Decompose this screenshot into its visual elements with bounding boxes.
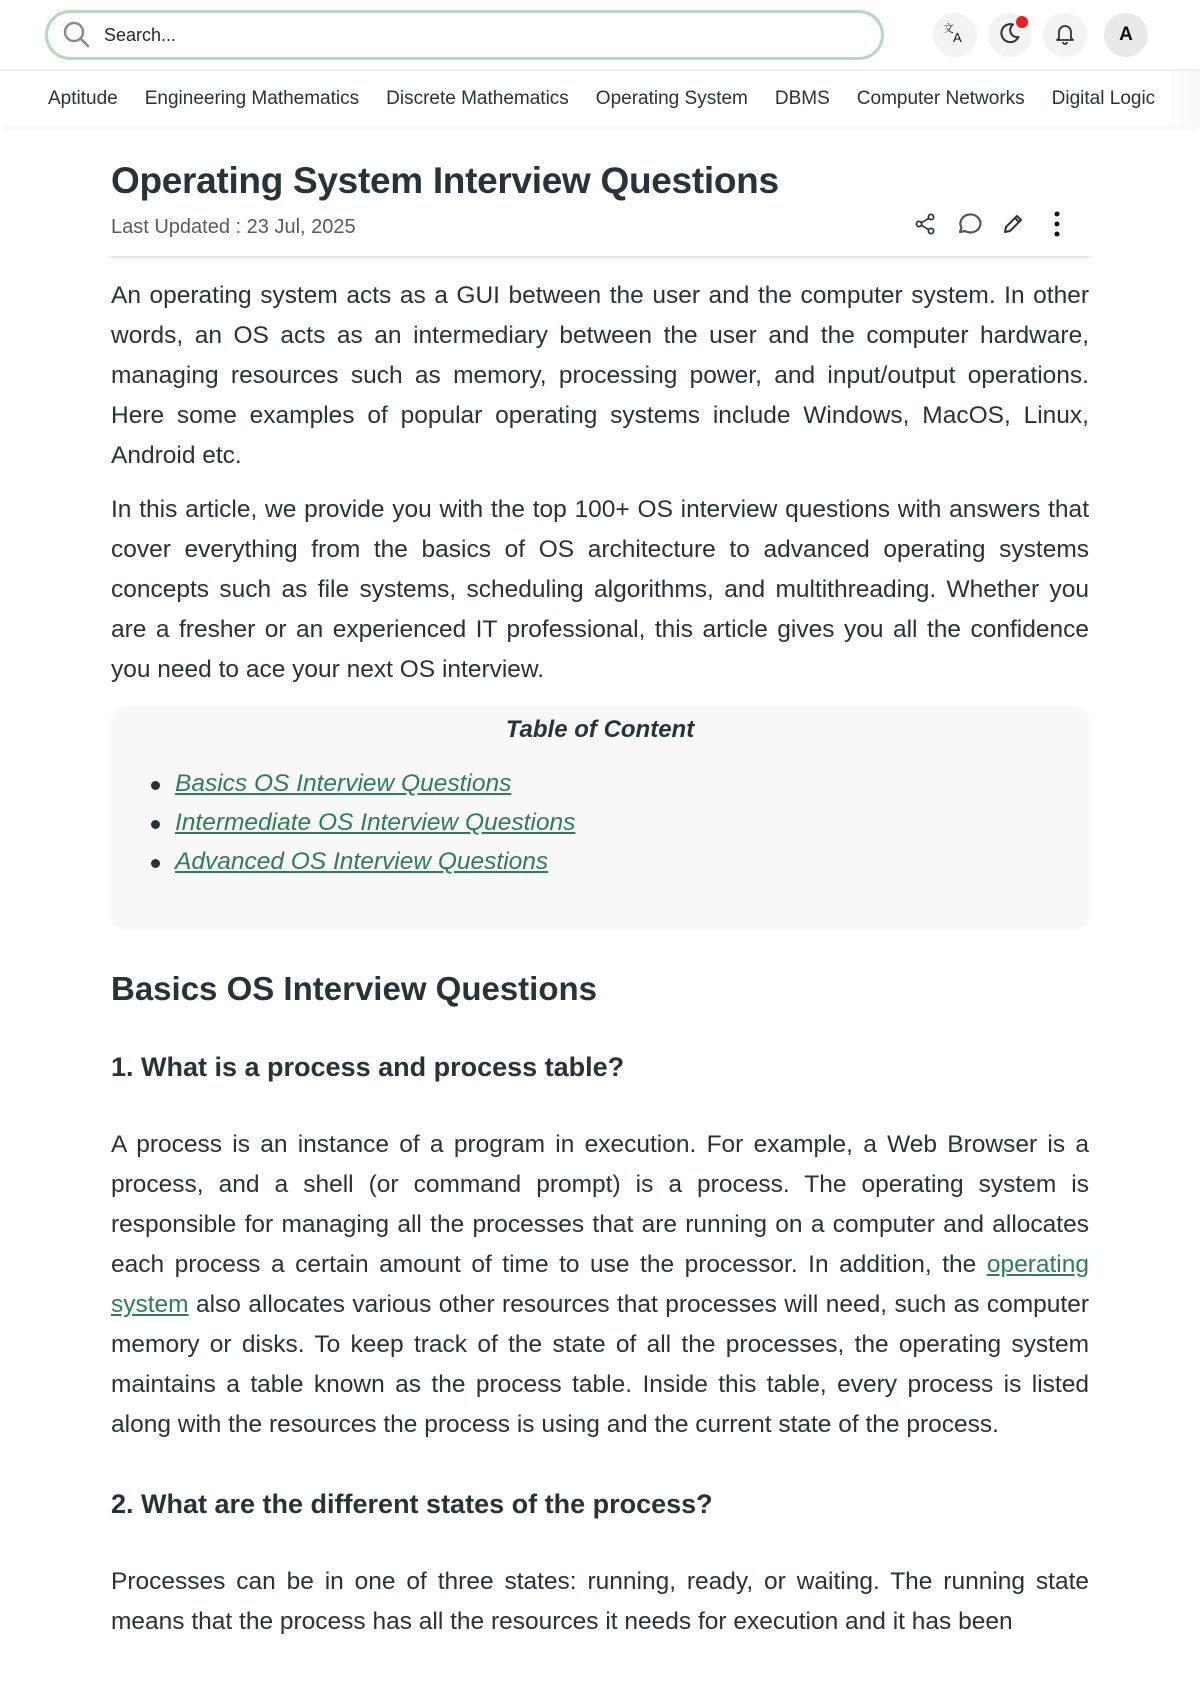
toc-list [151,764,575,881]
answer-paragraph-2: Processes can be in one of three states: running, ready, or waiting. The running state means that the process has all the resources it needs for execution and it has been [111,1568,1089,1635]
comment-icon[interactable] [955,210,983,238]
translate-icon [942,20,968,51]
operating-system-link[interactable]: operating system [111,1251,1089,1318]
question-heading-2: 2. What are the different states of the process? [111,1489,713,1519]
question-heading-1: 1. What is a process and process table? [111,1052,625,1082]
user-avatar[interactable] [1104,13,1148,57]
intro-paragraph-2: In this article, we provide you with the top 100+ OS interview questions with answers that cover everything from the basics of OS architecture to advanced operating systems concepts such as file systems, scheduling algorithms, and multithreading. Whether you are a fresher or an experienced IT professional, this article gives you all the confidence you need to ace your next OS interview. [111,496,1089,683]
edit-icon[interactable] [999,210,1027,238]
top-header [0,0,1200,71]
answer-text: A process is an instance of a program in execution. For example, a Web Browser is a process, and a shell (or command prompt) is a process. The operating system is responsible for managing all the processes that are running on a computer and allocates each process a certain amount of time to use the processor. In addition, the [111,1131,1089,1278]
page-title: Operating System Interview Questions [111,160,779,201]
article-actions [911,210,1071,238]
answer-text: also allocates various other resources that processes will need, such as computer memory or disks. To keep track of the state of all the processes, the operating system maintains a table known as the process table. Inside this table, every process is listed along with the resources the process is using and the current state of the process. [111,1291,1089,1438]
search-box[interactable] [45,10,884,60]
notifications-button[interactable] [1043,13,1087,57]
dark-mode-toggle[interactable] [988,13,1032,57]
translate-button[interactable] [933,13,977,57]
svg-text:文: 文 [943,21,954,35]
nav-item-aptitude[interactable]: Aptitude [48,87,118,109]
share-icon[interactable] [911,210,939,238]
toc-item [151,842,575,881]
nav-item-engineering-mathematics[interactable]: Engineering Mathematics [144,87,360,109]
search-icon [62,20,92,50]
toc-link-basics[interactable]: Basics OS Interview Questions [175,770,512,797]
nav-scroll-fade [1170,71,1200,126]
nav-item-digital-logic[interactable]: Digital Logic [1051,87,1156,109]
toc-link-intermediate[interactable]: Intermediate OS Interview Questions [175,809,576,836]
svg-text:A: A [953,29,962,45]
toc-link-advanced[interactable]: Advanced OS Interview Questions [175,848,549,875]
answer-paragraph-1 [111,1125,1089,1445]
table-of-content [111,706,1089,930]
section-heading: Basics OS Interview Questions [111,970,598,1007]
toc-item [151,764,575,803]
intro-paragraph-1: An operating system acts as a GUI between the user and the computer system. In other words, an OS acts as an intermediary between the user and the computer hardware, managing resources such as memory, processing power, and input/output operations. Here some examples of popular operating systems include Windows, MacOS, Linux, Android etc. [111,282,1089,469]
toc-title: Table of Content [505,716,695,743]
more-options-icon[interactable] [1043,210,1071,238]
article-meta [111,214,1089,258]
category-nav [0,71,1200,126]
nav-item-computer-networks[interactable]: Computer Networks [856,87,1025,109]
avatar-initial: A [1119,24,1133,45]
search-input[interactable] [104,25,804,46]
article [111,160,1089,1642]
nav-item-operating-system[interactable]: Operating System [595,87,748,109]
nav-item-dbms[interactable]: DBMS [774,87,830,109]
bell-icon [1053,21,1077,50]
nav-item-discrete-mathematics[interactable]: Discrete Mathematics [386,87,569,109]
last-updated: Last Updated : 23 Jul, 2025 [111,216,356,238]
toc-item [151,803,575,842]
notification-dot [1016,16,1028,28]
